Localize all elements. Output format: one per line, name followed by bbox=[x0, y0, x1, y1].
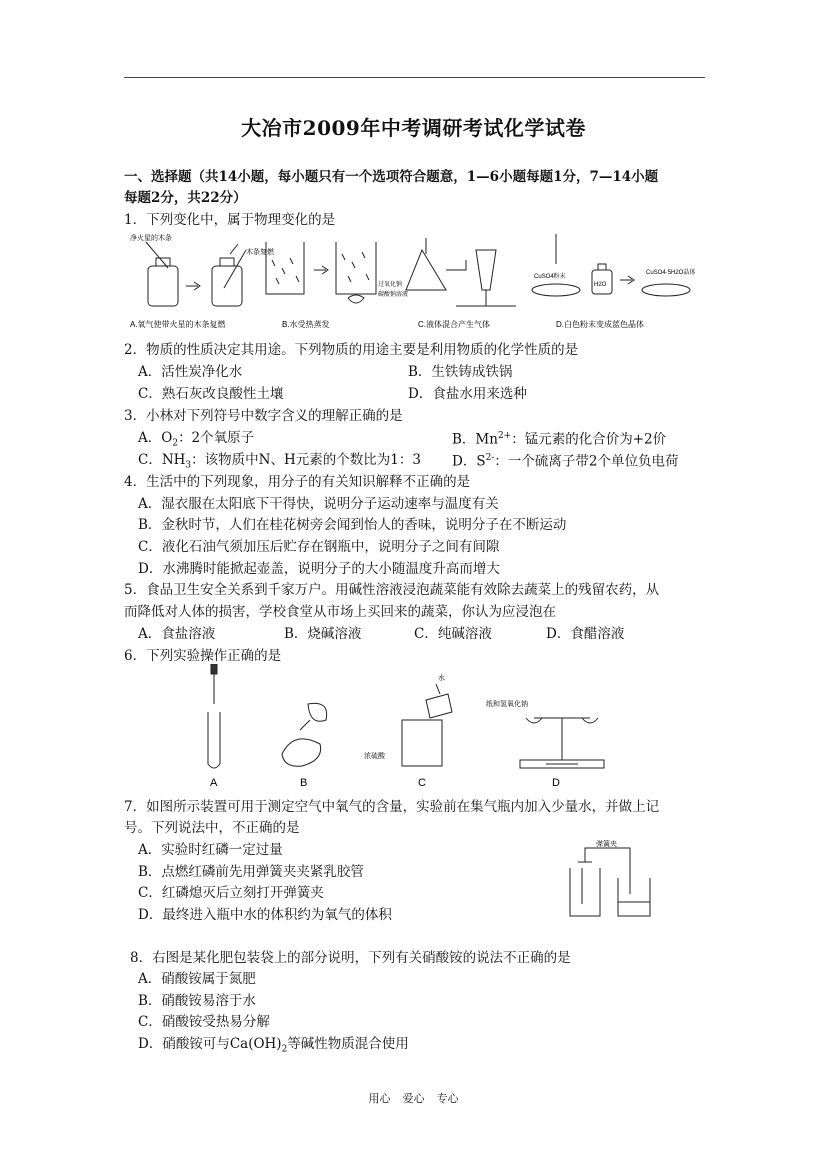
label-spring-clip: 弹簧夹 bbox=[596, 841, 617, 848]
fig-letter-a: A bbox=[210, 777, 218, 789]
question-3-option-b: B．$Mn^{2+}$：锰元素的化合价为+2价 bbox=[452, 431, 667, 448]
fig-letter-b: B bbox=[300, 777, 308, 789]
question-8-option-d: D．硝酸铵可与$Ca(OH)_2$等碱性物质混合使用 bbox=[138, 1036, 409, 1055]
question-5-option-a: A．食盐溶液 bbox=[138, 626, 216, 642]
caption-c: C.液体混合产生气体 bbox=[418, 320, 490, 329]
fig-letter-d: D bbox=[552, 777, 560, 789]
label-water: 水 bbox=[438, 675, 445, 682]
question-2-stem: 2．物质的性质决定其用途。下列物质的用途主要是利用物质的化学性质的是 bbox=[124, 342, 579, 358]
caption-d: D.白色粉末变成蓝色晶体 bbox=[556, 320, 644, 329]
section-heading: 一、选择题（共14小题，每小题只有一个选项符合题意，1—6小题每题1分，7—14小题 bbox=[124, 169, 659, 185]
label-paper-naoh: 纸和氢氧化钠 bbox=[486, 701, 528, 708]
question-4-stem: 4．生活中的下列现象，用分子的有关知识解释不正确的是 bbox=[124, 474, 471, 490]
caption-b: B.水受热蒸发 bbox=[282, 320, 330, 329]
question-5-option-d: D．食醋溶液 bbox=[546, 626, 625, 642]
question-6-figure bbox=[190, 664, 610, 790]
question-5-option-b: B．烧碱溶液 bbox=[284, 626, 362, 642]
question-8-stem: 8．右图是某化肥包装袋上的部分说明，下列有关硝酸铵的说法不正确的是 bbox=[130, 950, 571, 966]
svg-text:碳酸钠溶液: 碳酸钠溶液 bbox=[378, 292, 409, 298]
question-4-option-b: B．金秋时节，人们在桂花树旁会闻到怡人的香味，说明分子在不断运动 bbox=[138, 517, 567, 533]
question-5-stem: 5．食品卫生安全关系到千家万户。用碱性溶液浸泡蔬菜能有效除去蔬菜上的残留农药，从 bbox=[124, 582, 660, 598]
svg-text:木条复燃: 木条复燃 bbox=[246, 249, 274, 256]
question-3-option-d: D．$S^{2-}$：一个硫离子带2个单位负电荷 bbox=[452, 453, 679, 470]
question-5-option-c: C．纯碱溶液 bbox=[414, 626, 492, 642]
page-title: 大冶市2009年中考调研考试化学试卷 bbox=[241, 116, 586, 140]
question-7-option-c: C．红磷熄灭后立刻打开弹簧夹 bbox=[138, 885, 324, 901]
question-8-option-b: B．硝酸铵易溶于水 bbox=[138, 993, 256, 1009]
question-3-option-a: A．$O_2$：2个氧原子 bbox=[138, 430, 255, 449]
question-3-stem: 3．小林对下列符号中数字含义的理解正确的是 bbox=[124, 408, 403, 424]
svg-text:CuSO4·5H2O晶体: CuSO4·5H2O晶体 bbox=[646, 270, 696, 276]
question-7-option-b: B．点燃红磷前先用弹簧夹夹紧乳胶管 bbox=[138, 864, 364, 880]
svg-text:H2O: H2O bbox=[594, 282, 607, 288]
question-5-stem-cont: 而降低对人体的损害，学校食堂从市场上买回来的蔬菜，你认为应浸泡在 bbox=[124, 604, 556, 620]
question-4-option-a: A．湿衣服在太阳底下干得快，说明分子运动速率与温度有关 bbox=[138, 496, 499, 512]
fig-letter-c: C bbox=[418, 777, 426, 789]
question-7-option-a: A．实验时红磷一定过量 bbox=[138, 842, 283, 858]
question-1-stem: 1．下列变化中，属于物理变化的是 bbox=[124, 212, 336, 228]
svg-text:净火星的木条: 净火星的木条 bbox=[130, 235, 172, 242]
question-8-option-a: A．硝酸铵属于氮肥 bbox=[138, 971, 256, 987]
question-2-option-c: C．熟石灰改良酸性土壤 bbox=[138, 386, 284, 402]
section-heading-cont: 每题2分，共22分） bbox=[124, 190, 247, 206]
question-1-figure bbox=[126, 230, 706, 330]
svg-text:过氧化钠: 过氧化钠 bbox=[378, 282, 403, 288]
label-sulfuric-acid: 浓硫酸 bbox=[364, 753, 385, 760]
question-4-option-c: C．液化石油气须加压后贮存在钢瓶中，说明分子之间有间隙 bbox=[138, 539, 500, 555]
question-2-option-b: B．生铁铸成铁锅 bbox=[408, 364, 513, 380]
question-3-option-c: C．$NH_3$：该物质中N、H元素的个数比为1：3 bbox=[138, 452, 421, 471]
caption-a: A.氧气使带火星的木条复燃 bbox=[130, 320, 226, 329]
question-6-stem: 6．下列实验操作正确的是 bbox=[124, 648, 282, 664]
header-rule bbox=[124, 77, 705, 78]
question-7-stem: 7．如图所示装置可用于测定空气中氧气的含量，实验前在集气瓶内加入少量水，并做上记 bbox=[124, 799, 660, 815]
question-8-option-c: C．硝酸铵受热易分解 bbox=[138, 1014, 270, 1030]
question-2-option-a: A．活性炭净化水 bbox=[138, 364, 243, 380]
question-7-stem-cont: 号。下列说法中，不正确的是 bbox=[124, 820, 300, 836]
question-2-option-d: D．食盐水用来选种 bbox=[408, 386, 527, 402]
question-4-option-d: D．水沸腾时能掀起壶盖，说明分子的大小随温度升高而增大 bbox=[138, 561, 500, 577]
question-7-option-d: D．最终进入瓶中水的体积约为氧气的体积 bbox=[138, 907, 392, 923]
question-7-figure bbox=[566, 838, 656, 922]
page-footer: 用心 爱心 专心 bbox=[368, 1092, 459, 1105]
svg-text:CuSO4粉末: CuSO4粉末 bbox=[534, 274, 566, 280]
